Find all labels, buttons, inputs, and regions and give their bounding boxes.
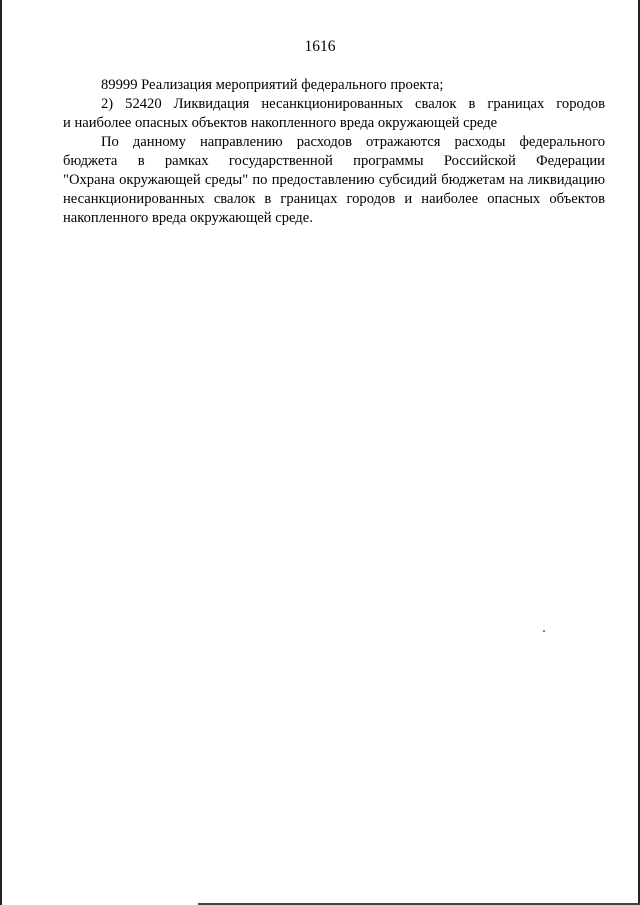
text-line-7: несанкционированных свалок в границах городов и наиболее опасных объектов xyxy=(63,191,605,207)
text-line-8: накопленного вреда окружающей среде. xyxy=(63,210,313,226)
text-line-3: и наиболее опасных объектов накопленного вреда окружающей среде xyxy=(63,115,498,131)
scan-left-edge xyxy=(0,0,2,905)
page-number: 1616 xyxy=(304,38,336,55)
document-body xyxy=(63,76,605,228)
text-line-6: "Охрана окружающей среды" по предоставлению субсидий бюджетам на ликвидацию xyxy=(63,172,605,188)
text-line-4: По данному направлению расходов отражаются расходы федерального xyxy=(101,134,605,150)
text-line-5: бюджета в рамках государственной программы Российской Федерации xyxy=(63,153,605,169)
text-line-2: 2) 52420 Ликвидация несанкционированных свалок в границах городов xyxy=(101,96,605,112)
text-line-1: 89999 Реализация мероприятий федерального проекта; xyxy=(101,77,444,93)
scan-speck xyxy=(543,630,545,632)
